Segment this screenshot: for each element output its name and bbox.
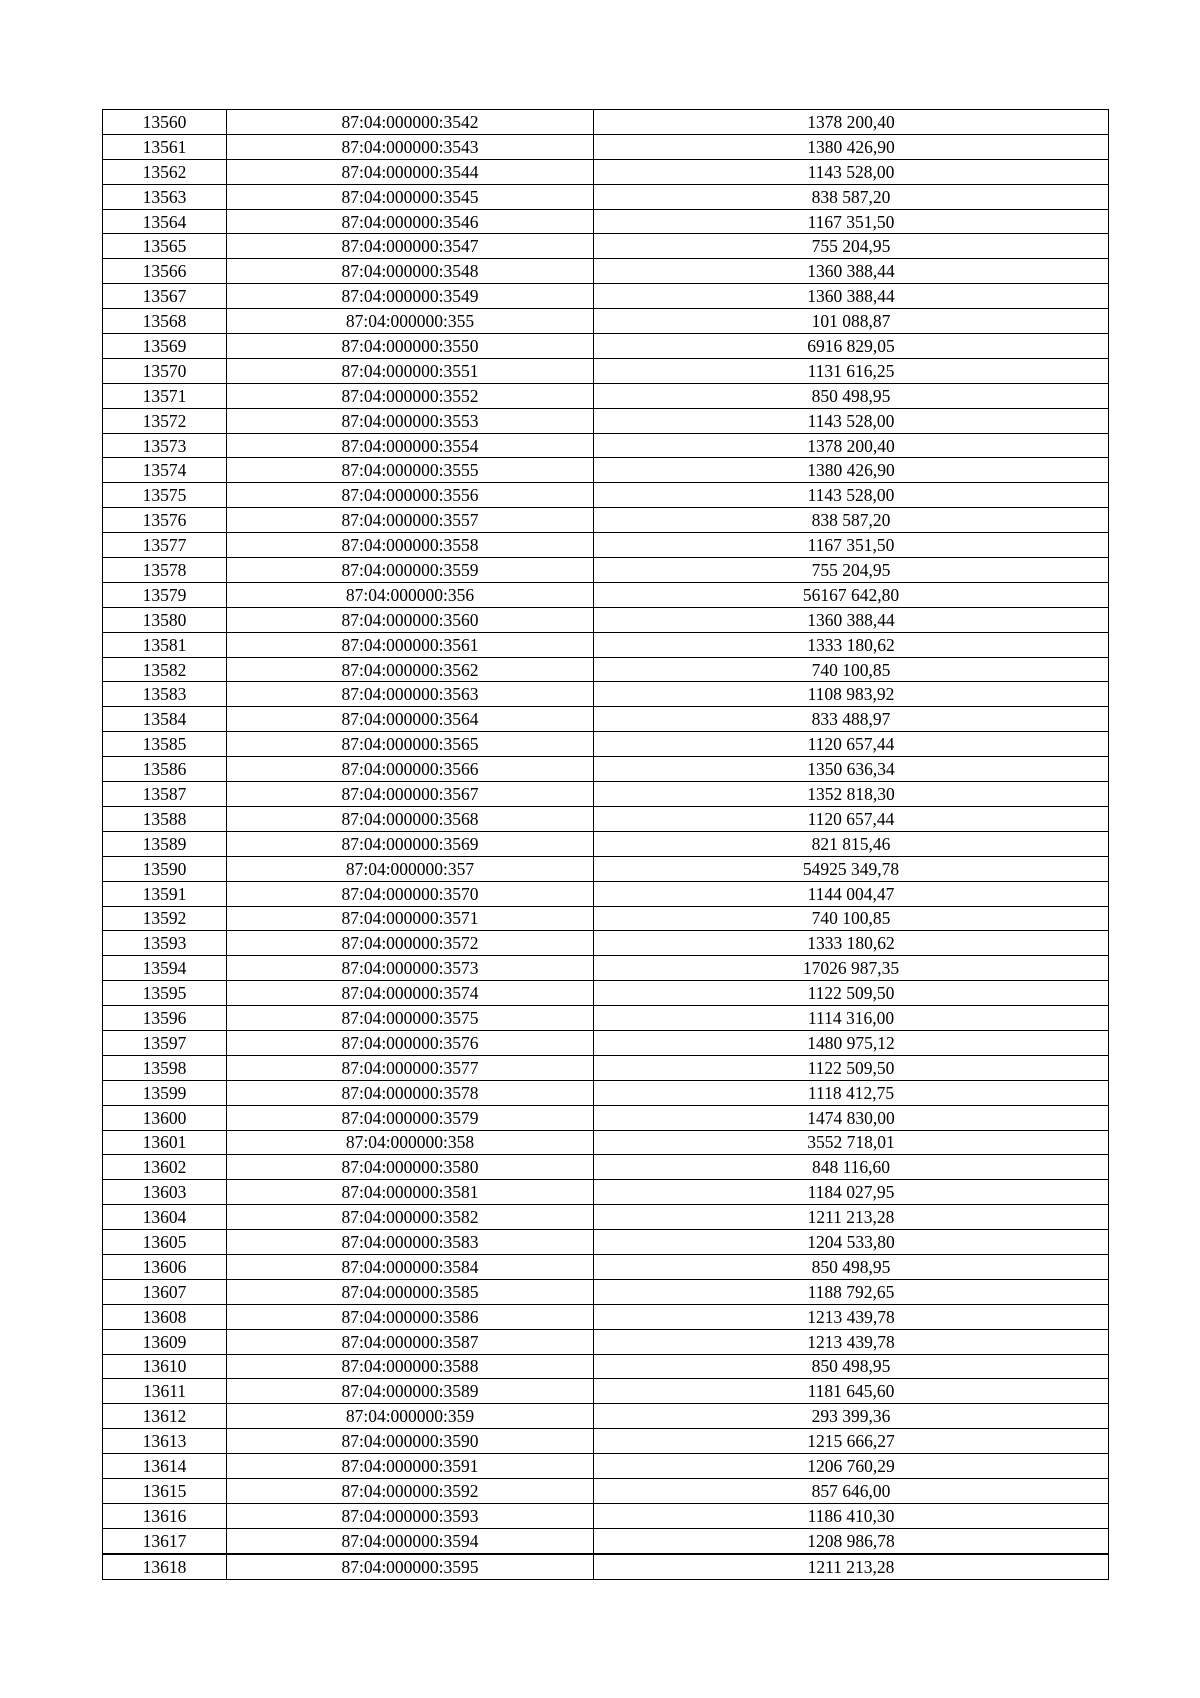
table-row bbox=[103, 1105, 1109, 1130]
table-row bbox=[103, 234, 1109, 259]
row-number-cell: 13612 bbox=[103, 1404, 227, 1429]
table-row bbox=[103, 1554, 1109, 1579]
table-row bbox=[103, 782, 1109, 807]
table-row bbox=[103, 607, 1109, 632]
value-cell: 1188 792,65 bbox=[594, 1279, 1109, 1304]
table-row bbox=[103, 956, 1109, 981]
row-number-cell: 13582 bbox=[103, 657, 227, 682]
value-cell: 1144 004,47 bbox=[594, 881, 1109, 906]
row-number-cell: 13591 bbox=[103, 881, 227, 906]
cadastral-number-cell: 87:04:000000:359 bbox=[227, 1404, 594, 1429]
cadastral-number-cell: 87:04:000000:3585 bbox=[227, 1279, 594, 1304]
row-number-cell: 13563 bbox=[103, 184, 227, 209]
value-cell: 17026 987,35 bbox=[594, 956, 1109, 981]
cadastral-number-cell: 87:04:000000:3571 bbox=[227, 906, 594, 931]
value-cell: 1380 426,90 bbox=[594, 458, 1109, 483]
value-cell: 1333 180,62 bbox=[594, 632, 1109, 657]
cadastral-number-cell: 87:04:000000:3592 bbox=[227, 1478, 594, 1503]
table-row bbox=[103, 309, 1109, 334]
value-cell: 293 399,36 bbox=[594, 1404, 1109, 1429]
value-cell: 1206 760,29 bbox=[594, 1454, 1109, 1479]
table-row bbox=[103, 184, 1109, 209]
row-number-cell: 13593 bbox=[103, 931, 227, 956]
row-number-cell: 13580 bbox=[103, 607, 227, 632]
cadastral-number-cell: 87:04:000000:3568 bbox=[227, 806, 594, 831]
cadastral-number-cell: 87:04:000000:358 bbox=[227, 1130, 594, 1155]
table-row bbox=[103, 259, 1109, 284]
table-row bbox=[103, 1006, 1109, 1031]
cadastral-number-cell: 87:04:000000:3572 bbox=[227, 931, 594, 956]
cadastral-number-cell: 87:04:000000:3595 bbox=[227, 1554, 594, 1579]
row-number-cell: 13575 bbox=[103, 483, 227, 508]
table-row bbox=[103, 657, 1109, 682]
row-number-cell: 13610 bbox=[103, 1354, 227, 1379]
cadastral-number-cell: 87:04:000000:357 bbox=[227, 856, 594, 881]
value-cell: 1143 528,00 bbox=[594, 483, 1109, 508]
row-number-cell: 13594 bbox=[103, 956, 227, 981]
table-row bbox=[103, 159, 1109, 184]
value-cell: 1211 213,28 bbox=[594, 1205, 1109, 1230]
table-row bbox=[103, 1379, 1109, 1404]
row-number-cell: 13574 bbox=[103, 458, 227, 483]
cadastral-number-cell: 87:04:000000:3565 bbox=[227, 732, 594, 757]
value-cell: 848 116,60 bbox=[594, 1155, 1109, 1180]
value-cell: 1120 657,44 bbox=[594, 806, 1109, 831]
value-cell: 1360 388,44 bbox=[594, 259, 1109, 284]
value-cell: 740 100,85 bbox=[594, 906, 1109, 931]
cadastral-number-cell: 87:04:000000:3555 bbox=[227, 458, 594, 483]
cadastral-number-cell: 87:04:000000:3574 bbox=[227, 981, 594, 1006]
cadastral-number-cell: 87:04:000000:3579 bbox=[227, 1105, 594, 1130]
table-row bbox=[103, 931, 1109, 956]
row-number-cell: 13577 bbox=[103, 533, 227, 558]
row-number-cell: 13615 bbox=[103, 1478, 227, 1503]
value-cell: 850 498,95 bbox=[594, 383, 1109, 408]
cadastral-number-cell: 87:04:000000:3559 bbox=[227, 558, 594, 583]
value-cell: 755 204,95 bbox=[594, 558, 1109, 583]
row-number-cell: 13592 bbox=[103, 906, 227, 931]
cadastral-number-cell: 87:04:000000:3563 bbox=[227, 682, 594, 707]
table-row bbox=[103, 383, 1109, 408]
value-cell: 740 100,85 bbox=[594, 657, 1109, 682]
value-cell: 1213 439,78 bbox=[594, 1304, 1109, 1329]
row-number-cell: 13585 bbox=[103, 732, 227, 757]
cadastral-number-cell: 87:04:000000:3553 bbox=[227, 408, 594, 433]
cadastral-number-cell: 87:04:000000:3562 bbox=[227, 657, 594, 682]
value-cell: 1204 533,80 bbox=[594, 1230, 1109, 1255]
value-cell: 101 088,87 bbox=[594, 309, 1109, 334]
row-number-cell: 13599 bbox=[103, 1080, 227, 1105]
value-cell: 850 498,95 bbox=[594, 1354, 1109, 1379]
table-row bbox=[103, 483, 1109, 508]
cadastral-number-cell: 87:04:000000:3583 bbox=[227, 1230, 594, 1255]
cadastral-number-cell: 87:04:000000:3570 bbox=[227, 881, 594, 906]
table-row bbox=[103, 1503, 1109, 1528]
value-cell: 1143 528,00 bbox=[594, 159, 1109, 184]
value-cell: 1378 200,40 bbox=[594, 110, 1109, 135]
value-cell: 1208 986,78 bbox=[594, 1528, 1109, 1553]
value-cell: 1352 818,30 bbox=[594, 782, 1109, 807]
cadastral-number-cell: 87:04:000000:3590 bbox=[227, 1429, 594, 1454]
table-row bbox=[103, 209, 1109, 234]
table-row bbox=[103, 1528, 1109, 1553]
row-number-cell: 13616 bbox=[103, 1503, 227, 1528]
value-cell: 833 488,97 bbox=[594, 707, 1109, 732]
value-cell: 1360 388,44 bbox=[594, 607, 1109, 632]
table-row bbox=[103, 284, 1109, 309]
table-body bbox=[103, 110, 1109, 1580]
row-number-cell: 13609 bbox=[103, 1329, 227, 1354]
value-cell: 1167 351,50 bbox=[594, 533, 1109, 558]
table-row bbox=[103, 632, 1109, 657]
row-number-cell: 13579 bbox=[103, 582, 227, 607]
row-number-cell: 13618 bbox=[103, 1554, 227, 1579]
data-table bbox=[102, 109, 1109, 1580]
table-row bbox=[103, 1478, 1109, 1503]
table-row bbox=[103, 707, 1109, 732]
value-cell: 1186 410,30 bbox=[594, 1503, 1109, 1528]
cadastral-number-cell: 87:04:000000:3542 bbox=[227, 110, 594, 135]
row-number-cell: 13569 bbox=[103, 334, 227, 359]
value-cell: 1122 509,50 bbox=[594, 1055, 1109, 1080]
row-number-cell: 13571 bbox=[103, 383, 227, 408]
table-row bbox=[103, 1230, 1109, 1255]
value-cell: 1333 180,62 bbox=[594, 931, 1109, 956]
row-number-cell: 13598 bbox=[103, 1055, 227, 1080]
table-row bbox=[103, 1429, 1109, 1454]
table-row bbox=[103, 1080, 1109, 1105]
cadastral-number-cell: 87:04:000000:3557 bbox=[227, 508, 594, 533]
row-number-cell: 13603 bbox=[103, 1180, 227, 1205]
value-cell: 1181 645,60 bbox=[594, 1379, 1109, 1404]
table-row bbox=[103, 1254, 1109, 1279]
table-row bbox=[103, 533, 1109, 558]
cadastral-number-cell: 87:04:000000:3580 bbox=[227, 1155, 594, 1180]
table-row bbox=[103, 1130, 1109, 1155]
row-number-cell: 13605 bbox=[103, 1230, 227, 1255]
row-number-cell: 13600 bbox=[103, 1105, 227, 1130]
value-cell: 1114 316,00 bbox=[594, 1006, 1109, 1031]
row-number-cell: 13567 bbox=[103, 284, 227, 309]
value-cell: 1118 412,75 bbox=[594, 1080, 1109, 1105]
row-number-cell: 13596 bbox=[103, 1006, 227, 1031]
cadastral-number-cell: 87:04:000000:356 bbox=[227, 582, 594, 607]
cadastral-number-cell: 87:04:000000:3575 bbox=[227, 1006, 594, 1031]
value-cell: 850 498,95 bbox=[594, 1254, 1109, 1279]
cadastral-number-cell: 87:04:000000:3543 bbox=[227, 134, 594, 159]
value-cell: 3552 718,01 bbox=[594, 1130, 1109, 1155]
cadastral-number-cell: 87:04:000000:3547 bbox=[227, 234, 594, 259]
cadastral-number-cell: 87:04:000000:3578 bbox=[227, 1080, 594, 1105]
cadastral-number-cell: 87:04:000000:3588 bbox=[227, 1354, 594, 1379]
value-cell: 1122 509,50 bbox=[594, 981, 1109, 1006]
row-number-cell: 13566 bbox=[103, 259, 227, 284]
cadastral-number-cell: 87:04:000000:3545 bbox=[227, 184, 594, 209]
row-number-cell: 13588 bbox=[103, 806, 227, 831]
value-cell: 1480 975,12 bbox=[594, 1030, 1109, 1055]
value-cell: 1108 983,92 bbox=[594, 682, 1109, 707]
value-cell: 755 204,95 bbox=[594, 234, 1109, 259]
row-number-cell: 13581 bbox=[103, 632, 227, 657]
cadastral-number-cell: 87:04:000000:3549 bbox=[227, 284, 594, 309]
table-row bbox=[103, 1404, 1109, 1429]
cadastral-number-cell: 87:04:000000:3573 bbox=[227, 956, 594, 981]
row-number-cell: 13587 bbox=[103, 782, 227, 807]
table-row bbox=[103, 881, 1109, 906]
table-row bbox=[103, 1180, 1109, 1205]
cadastral-number-cell: 87:04:000000:3544 bbox=[227, 159, 594, 184]
table-row bbox=[103, 1205, 1109, 1230]
cadastral-number-cell: 87:04:000000:3594 bbox=[227, 1528, 594, 1553]
table-row bbox=[103, 1354, 1109, 1379]
cadastral-number-cell: 87:04:000000:3556 bbox=[227, 483, 594, 508]
cadastral-number-cell: 87:04:000000:3560 bbox=[227, 607, 594, 632]
value-cell: 6916 829,05 bbox=[594, 334, 1109, 359]
cadastral-number-cell: 87:04:000000:3587 bbox=[227, 1329, 594, 1354]
table-row bbox=[103, 334, 1109, 359]
table-row bbox=[103, 582, 1109, 607]
row-number-cell: 13595 bbox=[103, 981, 227, 1006]
value-cell: 838 587,20 bbox=[594, 508, 1109, 533]
cadastral-number-cell: 87:04:000000:3558 bbox=[227, 533, 594, 558]
value-cell: 857 646,00 bbox=[594, 1478, 1109, 1503]
value-cell: 1131 616,25 bbox=[594, 358, 1109, 383]
cadastral-number-cell: 87:04:000000:355 bbox=[227, 309, 594, 334]
row-number-cell: 13608 bbox=[103, 1304, 227, 1329]
row-number-cell: 13572 bbox=[103, 408, 227, 433]
table-row bbox=[103, 110, 1109, 135]
cadastral-number-cell: 87:04:000000:3593 bbox=[227, 1503, 594, 1528]
cadastral-number-cell: 87:04:000000:3567 bbox=[227, 782, 594, 807]
value-cell: 1167 351,50 bbox=[594, 209, 1109, 234]
value-cell: 838 587,20 bbox=[594, 184, 1109, 209]
row-number-cell: 13570 bbox=[103, 358, 227, 383]
row-number-cell: 13590 bbox=[103, 856, 227, 881]
row-number-cell: 13561 bbox=[103, 134, 227, 159]
cadastral-number-cell: 87:04:000000:3566 bbox=[227, 757, 594, 782]
value-cell: 54925 349,78 bbox=[594, 856, 1109, 881]
cadastral-number-cell: 87:04:000000:3582 bbox=[227, 1205, 594, 1230]
cadastral-number-cell: 87:04:000000:3554 bbox=[227, 433, 594, 458]
table-row bbox=[103, 1304, 1109, 1329]
table-row bbox=[103, 732, 1109, 757]
cadastral-number-cell: 87:04:000000:3569 bbox=[227, 831, 594, 856]
value-cell: 1378 200,40 bbox=[594, 433, 1109, 458]
table-row bbox=[103, 1329, 1109, 1354]
cadastral-number-cell: 87:04:000000:3577 bbox=[227, 1055, 594, 1080]
table-row bbox=[103, 433, 1109, 458]
cadastral-number-cell: 87:04:000000:3548 bbox=[227, 259, 594, 284]
cadastral-number-cell: 87:04:000000:3581 bbox=[227, 1180, 594, 1205]
cadastral-number-cell: 87:04:000000:3589 bbox=[227, 1379, 594, 1404]
row-number-cell: 13606 bbox=[103, 1254, 227, 1279]
cadastral-number-cell: 87:04:000000:3546 bbox=[227, 209, 594, 234]
cadastral-number-cell: 87:04:000000:3551 bbox=[227, 358, 594, 383]
row-number-cell: 13573 bbox=[103, 433, 227, 458]
row-number-cell: 13583 bbox=[103, 682, 227, 707]
row-number-cell: 13607 bbox=[103, 1279, 227, 1304]
table-row bbox=[103, 906, 1109, 931]
row-number-cell: 13562 bbox=[103, 159, 227, 184]
row-number-cell: 13584 bbox=[103, 707, 227, 732]
row-number-cell: 13617 bbox=[103, 1528, 227, 1553]
row-number-cell: 13614 bbox=[103, 1454, 227, 1479]
cadastral-number-cell: 87:04:000000:3576 bbox=[227, 1030, 594, 1055]
table-row bbox=[103, 1055, 1109, 1080]
row-number-cell: 13565 bbox=[103, 234, 227, 259]
table-row bbox=[103, 458, 1109, 483]
row-number-cell: 13560 bbox=[103, 110, 227, 135]
table-row bbox=[103, 757, 1109, 782]
row-number-cell: 13576 bbox=[103, 508, 227, 533]
cadastral-number-cell: 87:04:000000:3584 bbox=[227, 1254, 594, 1279]
value-cell: 1120 657,44 bbox=[594, 732, 1109, 757]
value-cell: 56167 642,80 bbox=[594, 582, 1109, 607]
cadastral-number-cell: 87:04:000000:3564 bbox=[227, 707, 594, 732]
cadastral-number-cell: 87:04:000000:3561 bbox=[227, 632, 594, 657]
value-cell: 1360 388,44 bbox=[594, 284, 1109, 309]
table-row bbox=[103, 1279, 1109, 1304]
table-row bbox=[103, 1454, 1109, 1479]
cadastral-number-cell: 87:04:000000:3586 bbox=[227, 1304, 594, 1329]
table-row bbox=[103, 1155, 1109, 1180]
row-number-cell: 13589 bbox=[103, 831, 227, 856]
table-row bbox=[103, 806, 1109, 831]
table-row bbox=[103, 1030, 1109, 1055]
value-cell: 1184 027,95 bbox=[594, 1180, 1109, 1205]
table-row bbox=[103, 558, 1109, 583]
value-cell: 1211 213,28 bbox=[594, 1554, 1109, 1579]
value-cell: 1215 666,27 bbox=[594, 1429, 1109, 1454]
value-cell: 1213 439,78 bbox=[594, 1329, 1109, 1354]
row-number-cell: 13578 bbox=[103, 558, 227, 583]
row-number-cell: 13568 bbox=[103, 309, 227, 334]
row-number-cell: 13564 bbox=[103, 209, 227, 234]
row-number-cell: 13597 bbox=[103, 1030, 227, 1055]
table-row bbox=[103, 981, 1109, 1006]
table-row bbox=[103, 856, 1109, 881]
row-number-cell: 13611 bbox=[103, 1379, 227, 1404]
table-row bbox=[103, 682, 1109, 707]
table-row bbox=[103, 831, 1109, 856]
value-cell: 821 815,46 bbox=[594, 831, 1109, 856]
row-number-cell: 13601 bbox=[103, 1130, 227, 1155]
table-row bbox=[103, 508, 1109, 533]
table-row bbox=[103, 358, 1109, 383]
value-cell: 1380 426,90 bbox=[594, 134, 1109, 159]
value-cell: 1143 528,00 bbox=[594, 408, 1109, 433]
cadastral-number-cell: 87:04:000000:3591 bbox=[227, 1454, 594, 1479]
row-number-cell: 13602 bbox=[103, 1155, 227, 1180]
row-number-cell: 13604 bbox=[103, 1205, 227, 1230]
row-number-cell: 13613 bbox=[103, 1429, 227, 1454]
cadastral-number-cell: 87:04:000000:3552 bbox=[227, 383, 594, 408]
value-cell: 1474 830,00 bbox=[594, 1105, 1109, 1130]
value-cell: 1350 636,34 bbox=[594, 757, 1109, 782]
cadastral-number-cell: 87:04:000000:3550 bbox=[227, 334, 594, 359]
row-number-cell: 13586 bbox=[103, 757, 227, 782]
table-row bbox=[103, 408, 1109, 433]
table-row bbox=[103, 134, 1109, 159]
